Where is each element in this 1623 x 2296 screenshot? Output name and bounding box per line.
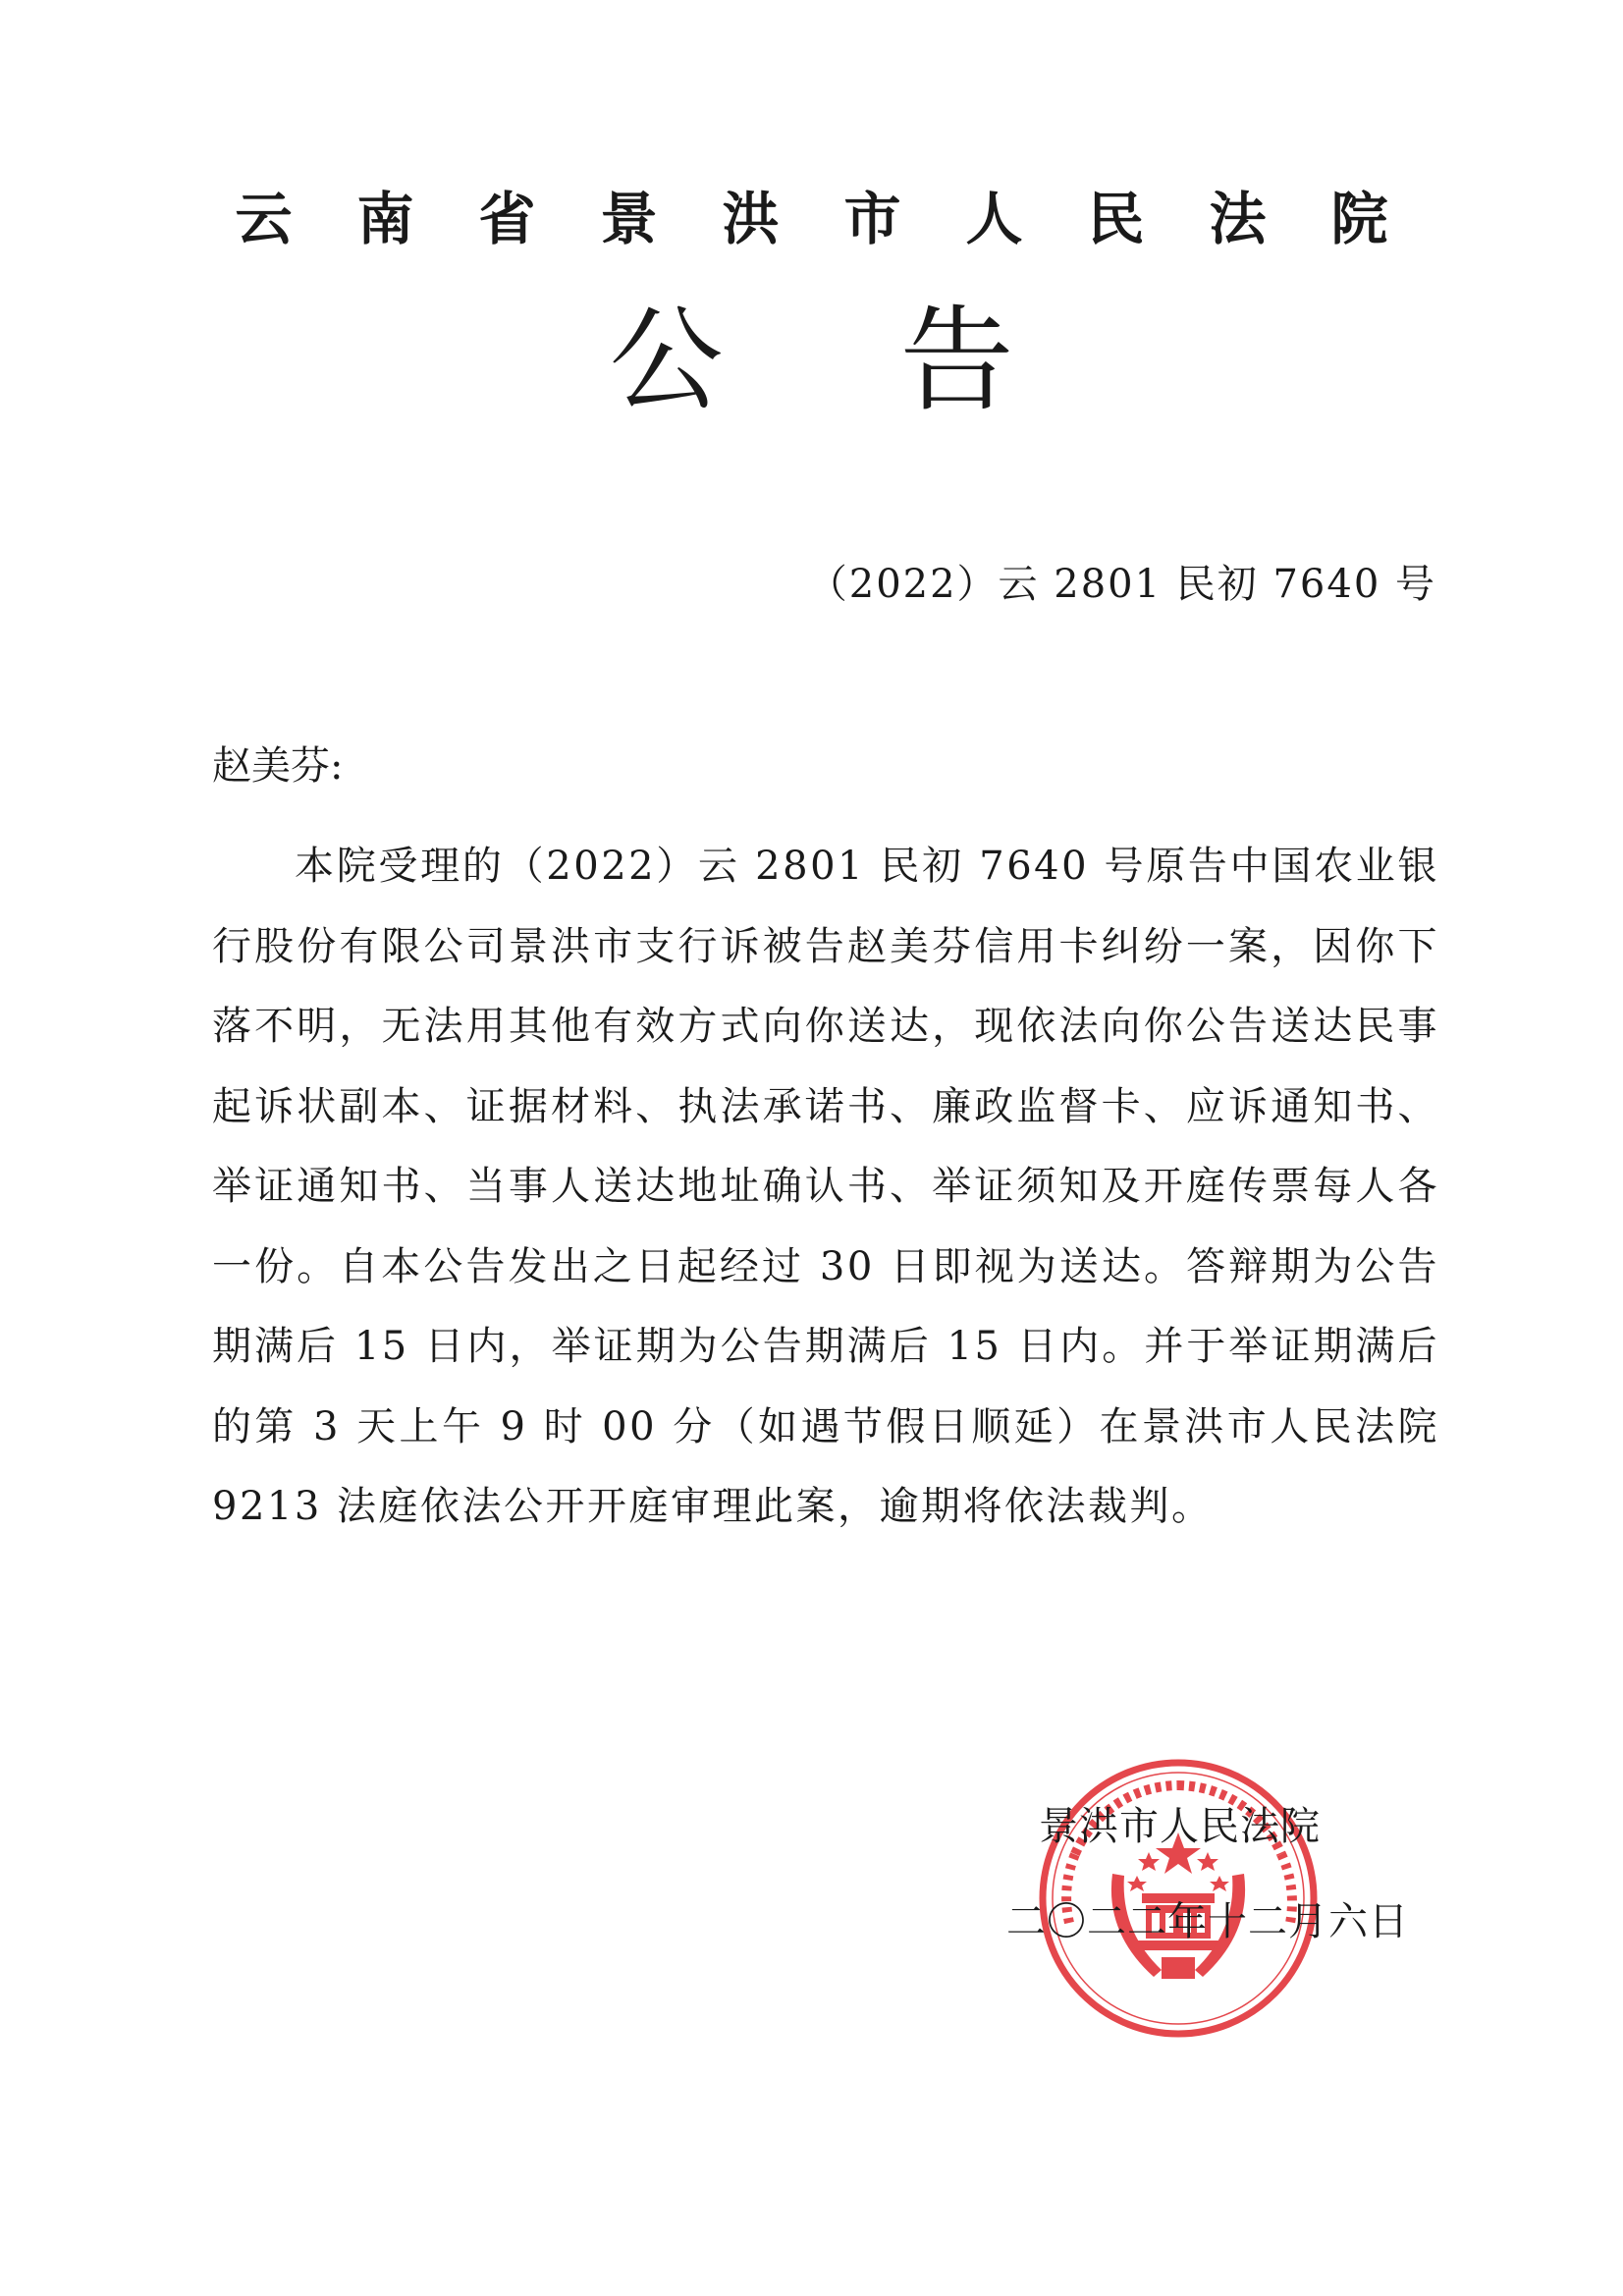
signature-court-name: 景洪市人民法院 xyxy=(1039,1804,1321,1849)
signature-date: 二〇二二年十二月六日 xyxy=(1006,1899,1409,1944)
notice-body: 本院受理的（2022）云 2801 民初 7640 号原告中国农业银行股份有限公司景洪市支行诉被告赵美芬信用卡纠纷一案，因你下落不明，无法用其他有效方式向你送达，现依法向你公告送达民事起诉状副本、证据材料、执法承诺书、廉政监督卡、应诉通知书、举证通知书、当事人送达地址确认书、举证须知及开庭传票每人各一份。自本公告发出之日起经过 30 日即视为送达。答辩期为公告期满后 15 日内，举证期为公告期满后 15 日内。并于举证期满后的第 3 天上午 9 时 00 分（如遇节假日顺延）在景洪市人民法院 9213 法庭依法公开开庭审理此案，逾期将依法裁判。 xyxy=(212,844,1439,1529)
document-title: 公告 xyxy=(609,295,1191,427)
addressee: 赵美芬: xyxy=(212,743,344,789)
court-name-heading: 云南省景洪市人民法院 xyxy=(235,186,1453,252)
case-number: （2022）云 2801 民初 7640 号 xyxy=(807,562,1436,607)
